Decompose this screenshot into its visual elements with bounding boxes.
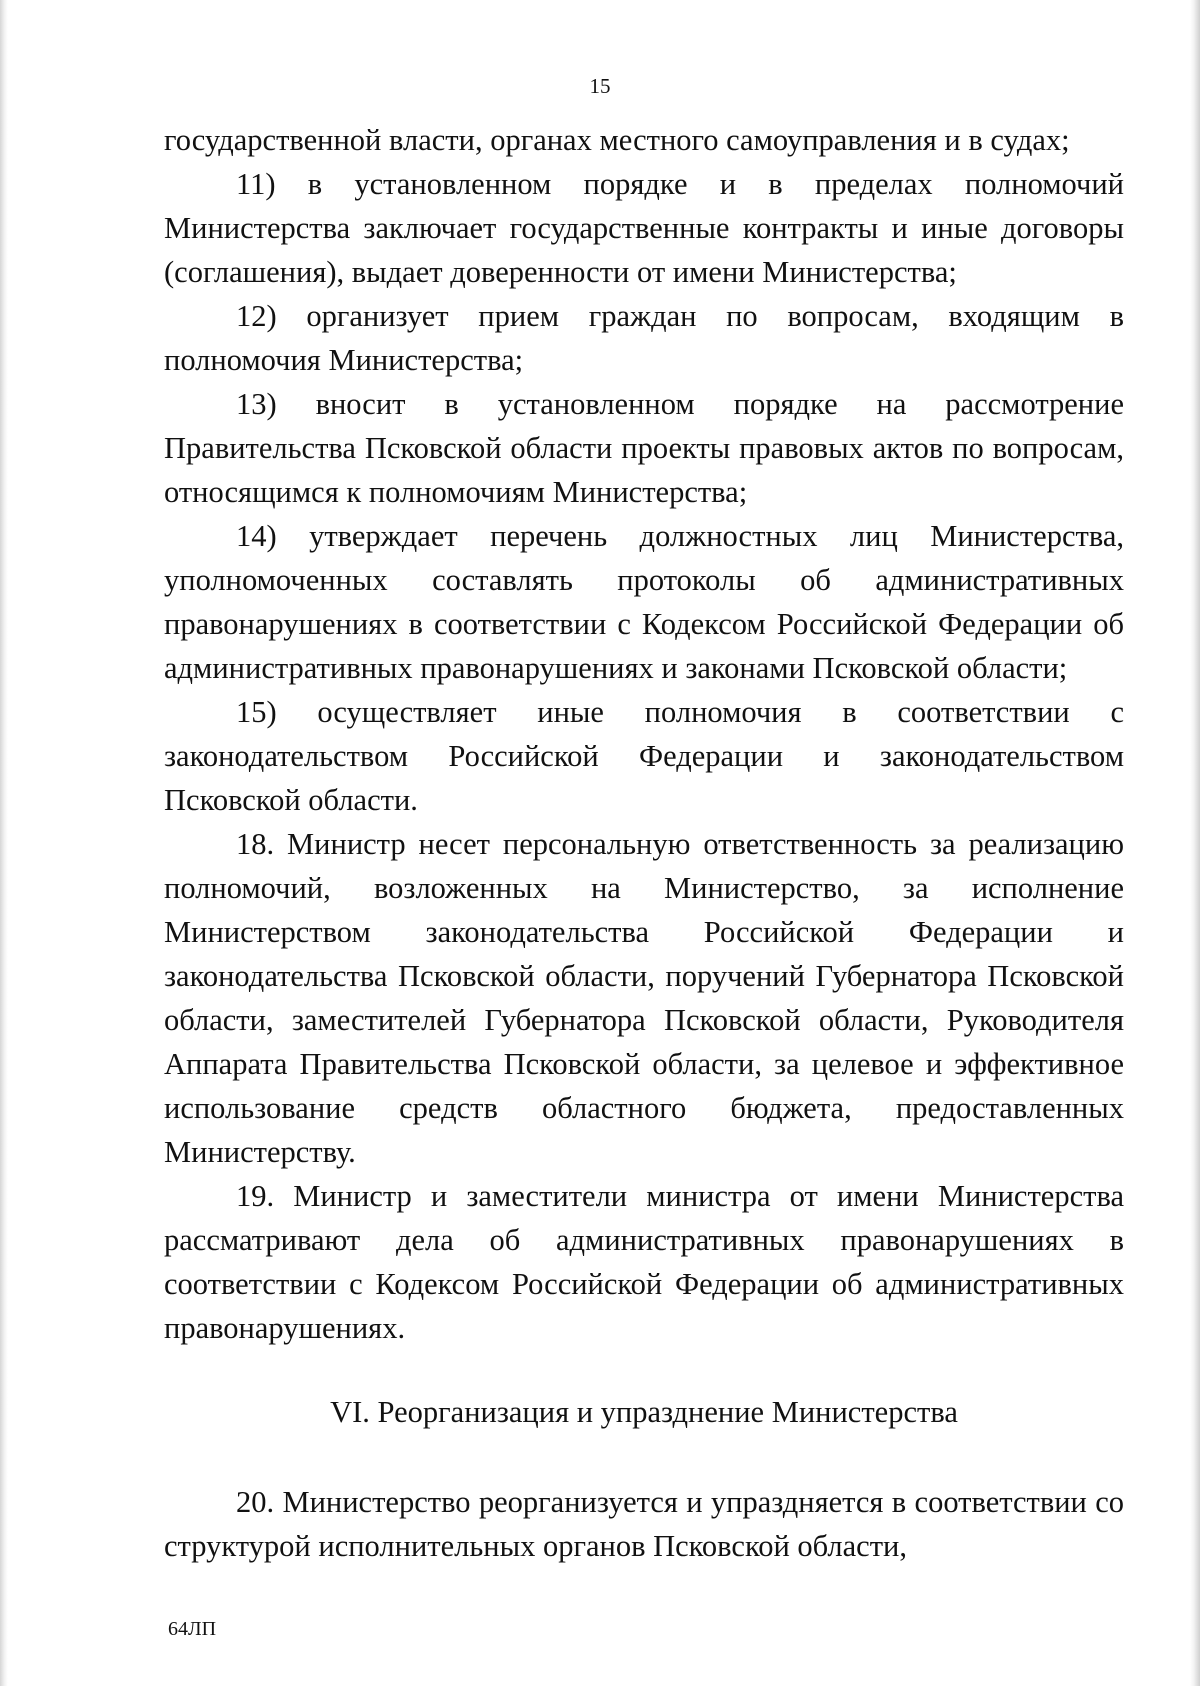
paragraph-clause-20: 20. Министерство реорганизуется и упраздняется в соответствии со структурой исполнительных органов Псковской области, [164, 1485, 1124, 1563]
page-number: 15 [589, 74, 611, 98]
section-heading: VI. Реорганизация и упразднение Министерства [330, 1395, 958, 1429]
paragraph-item-14: 14) утверждает перечень должностных лиц Министерства, уполномоченных составлять протоколы об административных правонарушениях в соответствии с Кодексом Российской Федерации об административных правонарушениях и законами Псковской области; [164, 519, 1124, 685]
paragraph-item-11: 11) в установленном порядке и в пределах полномочий Министерства заключает государственные контракты и иные договоры (соглашения), выдает доверенности от имени Министерства; [164, 167, 1124, 289]
scan-edge-right [1190, 0, 1200, 1686]
paragraph-item-15: 15) осуществляет иные полномочия в соответствии с законодательством Российской Федерации и законодательством Псковской области. [164, 695, 1124, 817]
paragraph-item-12: 12) организует прием граждан по вопросам, входящим в полномочия Министерства; [164, 299, 1124, 377]
document-body [164, 118, 1124, 1350]
paragraph-item-13: 13) вносит в установленном порядке на рассмотрение Правительства Псковской области проекты правовых актов по вопросам, относящимся к полномочиям Министерства; [164, 387, 1124, 509]
paragraph-continuation: государственной власти, органах местного самоуправления и в судах; [164, 123, 1070, 157]
document-body-continued [164, 1480, 1124, 1568]
paragraph-clause-18: 18. Министр несет персональную ответственность за реализацию полномочий, возложенных на Министерство, за исполнение Министерством законодательства Российской Федерации и законодательства Псковской области, поручений Губернатора Псковской области, заместителей Губернатора Псковской области, Руководителя Аппарата Правительства Псковской области, за целевое и эффективное использование средств областного бюджета, предоставленных Министерству. [164, 827, 1124, 1169]
footer-code: 64ЛП [168, 1618, 217, 1640]
paragraph-clause-19: 19. Министр и заместители министра от имени Министерства рассматривают дела об административных правонарушениях в соответствии с Кодексом Российской Федерации об административных правонарушениях. [164, 1179, 1124, 1345]
scan-edge-left [0, 0, 8, 1686]
